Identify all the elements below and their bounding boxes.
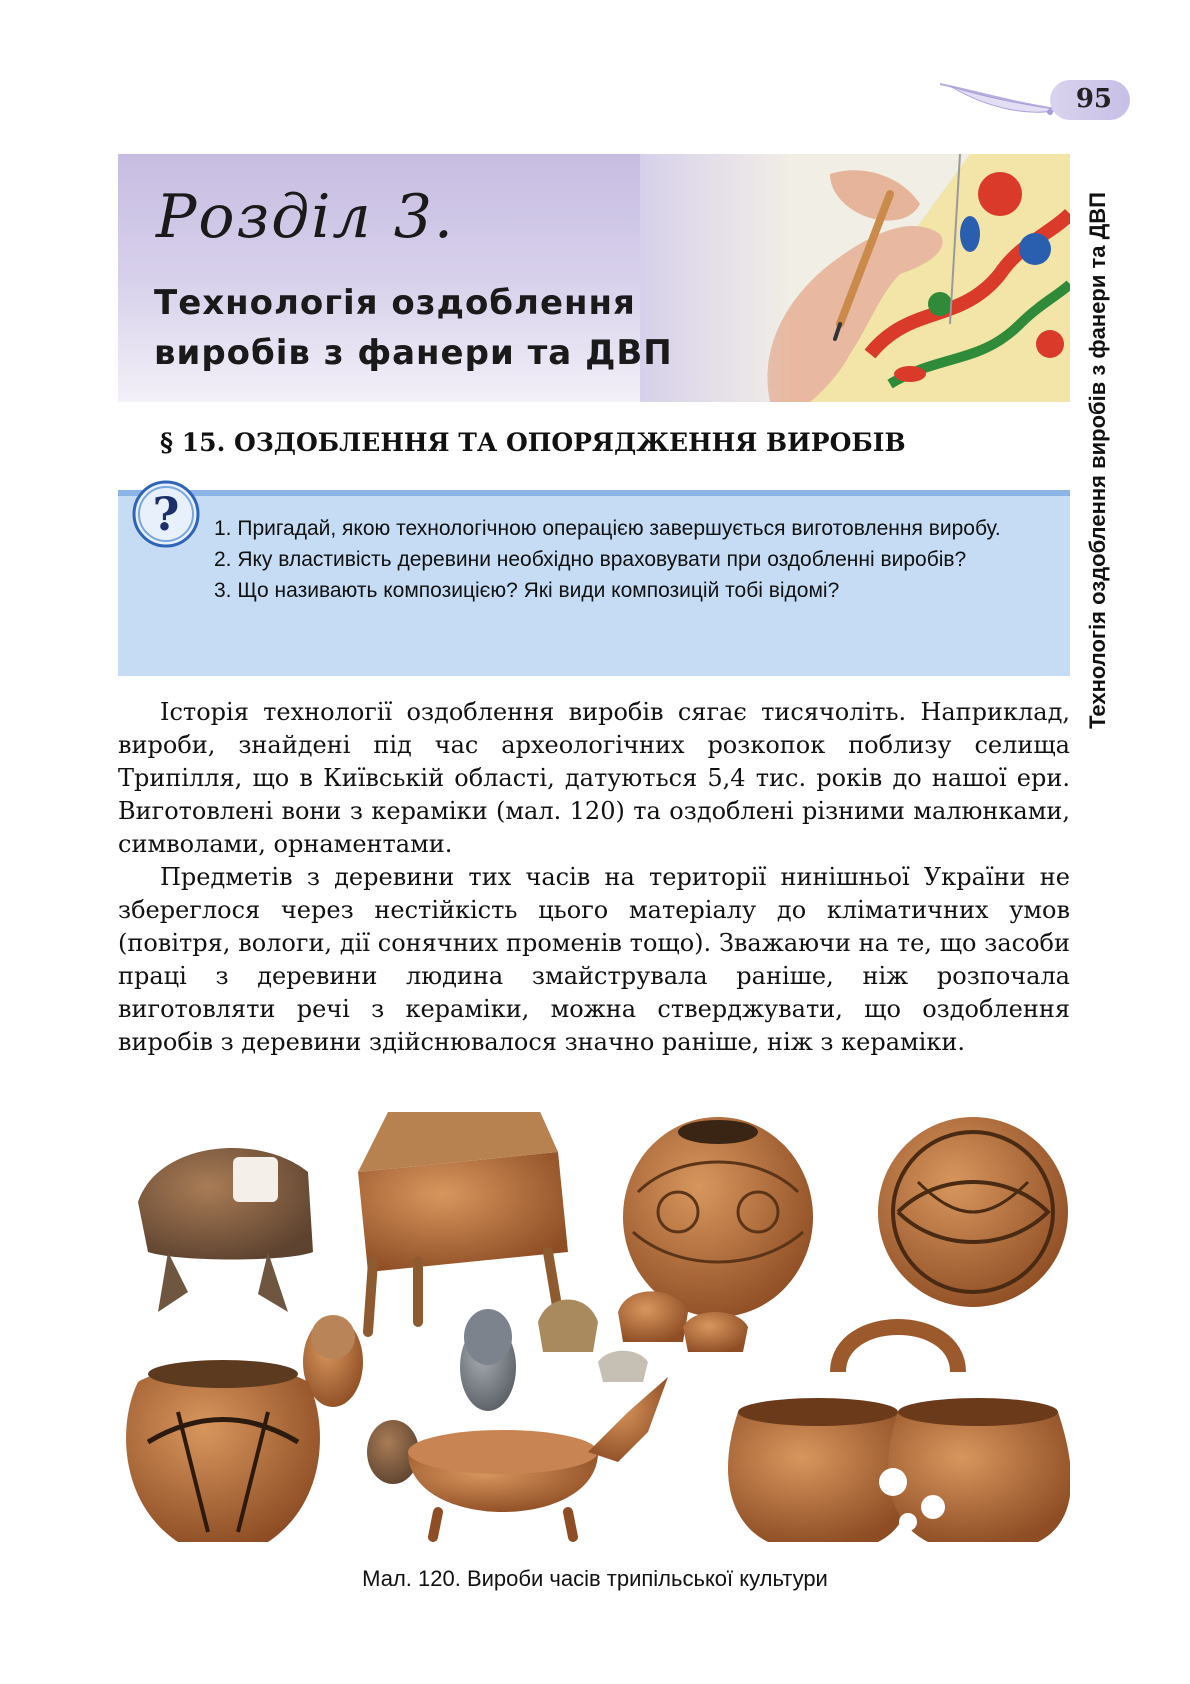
binocular-vessel <box>728 1327 1070 1542</box>
body-text <box>118 696 1070 1059</box>
spherical-jar <box>623 1117 813 1317</box>
bull-bowl <box>408 1377 668 1537</box>
chapter-title <box>154 278 714 378</box>
chapter-title-line: Технологія оздоблення <box>154 283 636 323</box>
feather-icon <box>930 80 1070 120</box>
page-number-tab <box>930 80 1130 120</box>
figure-caption: Мал. 120. Вироби часів трипільської культури <box>362 1566 828 1591</box>
page-number: 95 <box>1075 84 1112 114</box>
body-paragraph: Історія технології оздоблення виробів сягає тисячоліть. Наприклад, вироби, знайдені під час археологічних розкопок поблизу селища Трипілля, що в Київській області, датуються 5,4 тис. років до нашої ери. Виготовлені вони з кераміки (мал. 120) та оздоблені різними малюнками, символами, орнаментами. <box>118 698 1070 858</box>
side-running-title <box>1083 160 1113 760</box>
table-model <box>358 1112 568 1332</box>
review-question: 1. Пригадай, якою технологічною операцією завершується виготовлення виробу. <box>214 517 1001 540</box>
painted-vase <box>126 1360 320 1542</box>
decorated-plate <box>878 1117 1068 1307</box>
review-question: 3. Що називають композицією? Які види композицій тобі відомі? <box>214 579 840 602</box>
review-questions-box <box>118 490 1070 676</box>
body-paragraph: Предметів з деревини тих часів на території нинішньої України не збереглося через нестійкість цього матеріалу до кліматичних умов (повітря, вологи, дії сонячних променів тощо). Зважаючи на те, що засоби праці з деревини людина змайструвала раніше, ніж розпочала виготовляти речі з кераміки, можна стверджувати, що оздоблення виробів з деревини здійснювалося значно раніше, ніж з кераміки. <box>118 863 1070 1056</box>
review-question: 2. Яку властивість деревини необхідно враховувати при оздобленні виробів? <box>214 548 967 571</box>
question-mark-icon <box>130 478 202 550</box>
chapter-title-line: виробів з фанери та ДВП <box>154 333 673 373</box>
section-label: Розділ 3. <box>156 182 455 252</box>
review-questions-list <box>214 514 1044 607</box>
side-running-title-text: Технологія оздоблення виробів з фанери та ДВП <box>1085 191 1110 729</box>
house-model <box>138 1148 313 1312</box>
trypillia-pottery-figure <box>118 1112 1070 1552</box>
section-heading: § 15. ОЗДОБЛЕННЯ ТА ОПОРЯДЖЕННЯ ВИРОБІВ <box>160 428 906 457</box>
svg-text:?: ? <box>152 487 180 541</box>
chapter-banner <box>118 154 1070 402</box>
